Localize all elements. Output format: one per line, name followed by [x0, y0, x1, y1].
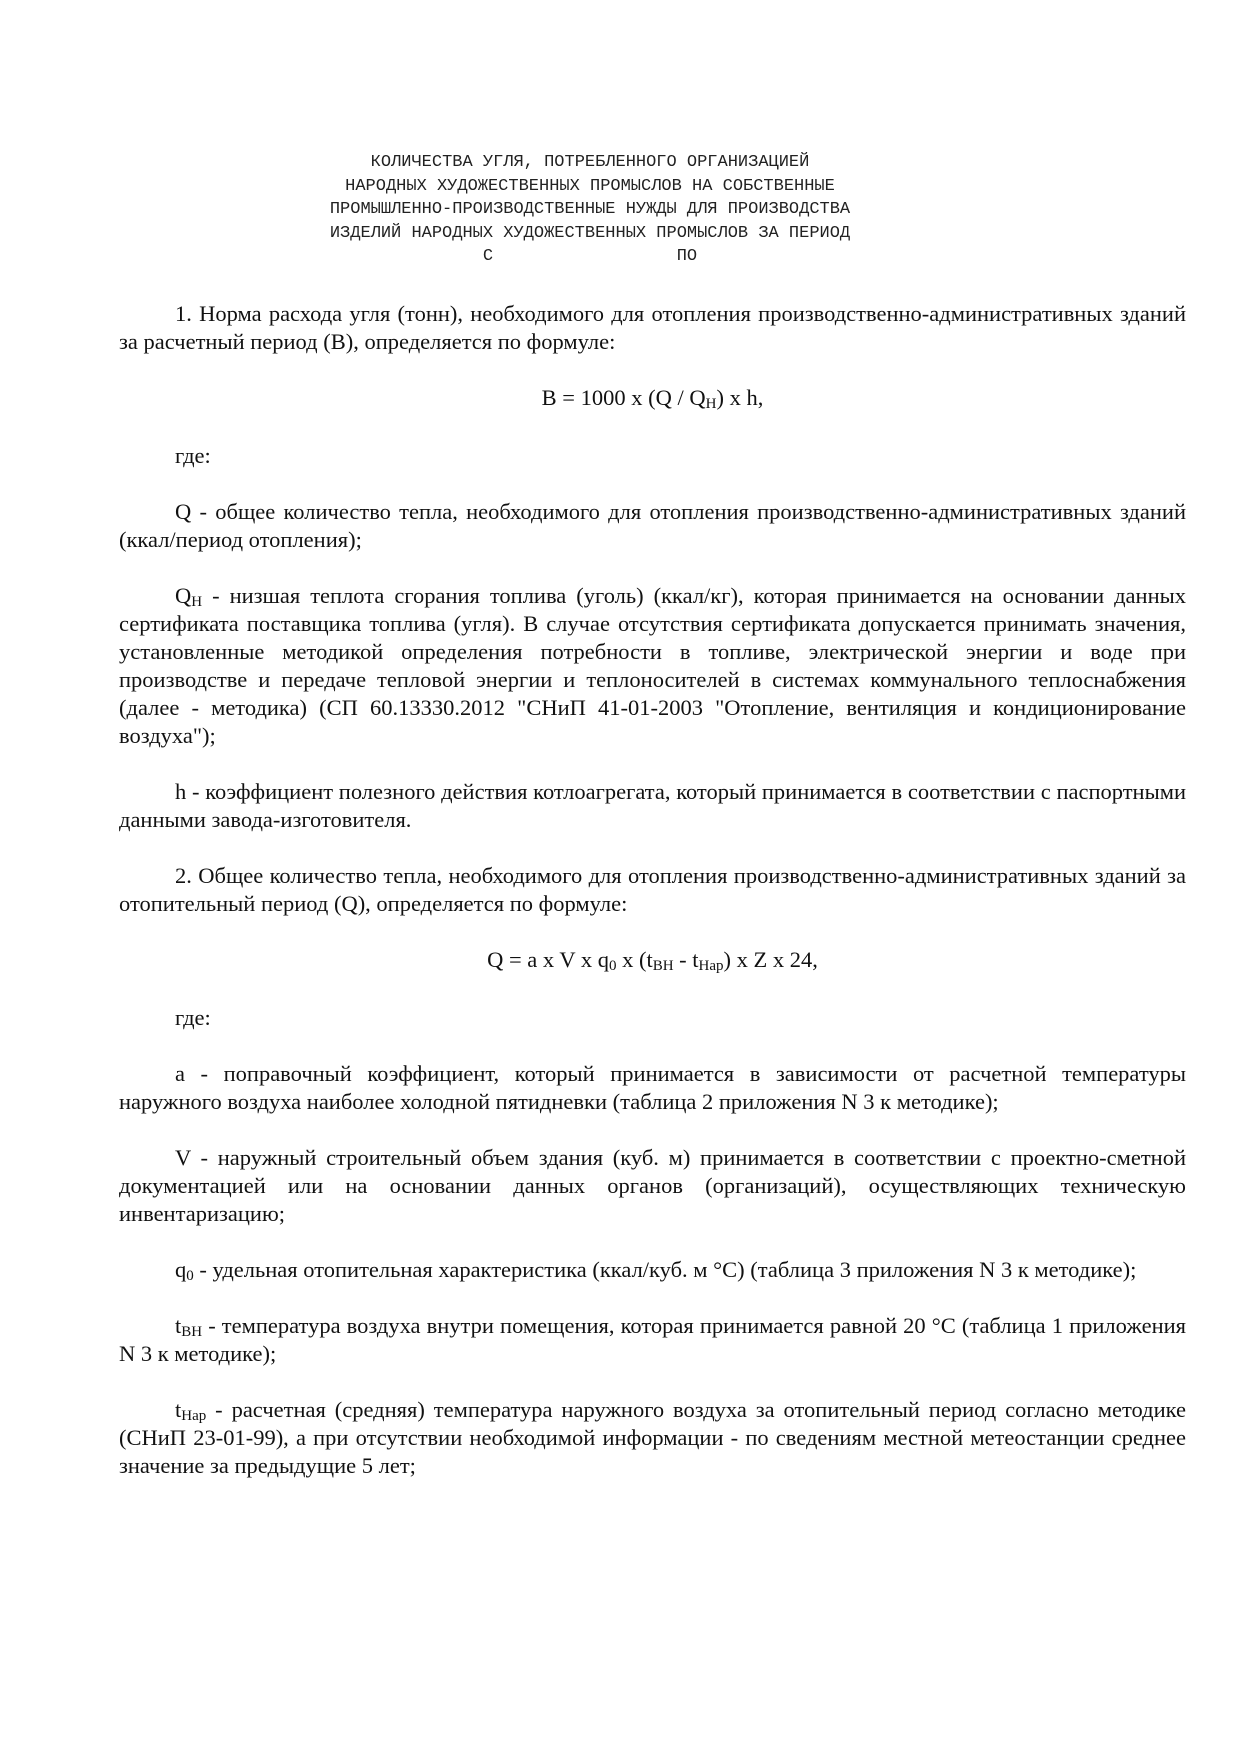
title-line: ИЗДЕЛИЙ НАРОДНЫХ ХУДОЖЕСТВЕННЫХ ПРОМЫСЛОВ ЗА ПЕРИОД [329, 223, 851, 243]
definition-t-inside: $t_{ВН}$ - температура воздуха внутри помещения, которая принимается равной 20 °C (таблица 1 приложения N 3 к методике); [119, 1313, 1186, 1366]
formula-b: B = 1000 x $(Q / Q_Н)$ x h, [541, 385, 764, 412]
document-body [119, 300, 1186, 1508]
definition-a: a - поправочный коэффициент, который принимается в зависимости от расчетной температуры наружного воздуха наиболее холодной пятидневки (таблица 2 приложения N 3 к методике); [119, 1061, 1186, 1114]
formula-q: Q = a x V x $q_0$ x $(t_{ВН} - t_{Нар})$ x Z x 24, [487, 947, 818, 974]
document-title [0, 151, 1180, 269]
paragraph-2: 2. Общее количество тепла, необходимого для отопления производственно-административных зданий за отопительный период (Q), определяется по формуле: [119, 863, 1186, 916]
where-label: где: [175, 1005, 211, 1030]
title-period-line: С ПО [482, 247, 698, 266]
where-label: где: [175, 443, 211, 468]
title-line: НАРОДНЫХ ХУДОЖЕСТВЕННЫХ ПРОМЫСЛОВ НА СОБСТВЕННЫЕ [345, 176, 835, 196]
definition-q: Q - общее количество тепла, необходимого для отопления производственно-административных зданий (ккал/период отопления); [119, 499, 1186, 552]
definition-v: V - наружный строительный объем здания (куб. м) принимается в соответствии с проектно-сметной документацией или на основании данных органов (организаций), осуществляющих техническую инвентаризацию; [119, 1145, 1186, 1226]
title-line: КОЛИЧЕСТВА УГЛЯ, ПОТРЕБЛЕННОГО ОРГАНИЗАЦИЕЙ [370, 153, 810, 172]
definition-qh: $Q_Н$ - низшая теплота сгорания топлива (уголь) (ккал/кг), которая принимается на основании данных сертификата поставщика топлива (угля). В случае отсутствия сертификата допускается принимать значения, установленные методикой определения потребности в топливе, электрической энергии и воде при производстве и передаче тепловой энергии и теплоносителей в системах коммунального теплоснабжения (далее - методика) (СП 60.13330.2012 "СНиП 41-01-2003 "Отопление, вентиляция и кондиционирование воздуха"); [119, 583, 1186, 748]
paragraph-1: 1. Норма расхода угля (тонн), необходимого для отопления производственно-административных зданий за расчетный период (В), определяется по формуле: [119, 301, 1186, 354]
title-line: ПРОМЫШЛЕННО-ПРОИЗВОДСТВЕННЫЕ НУЖДЫ ДЛЯ ПРОИЗВОДСТВА [329, 200, 851, 219]
definition-q0: $q_0$ - удельная отопительная характеристика (ккал/куб. м °C) (таблица 3 приложения N 3 к методике); [175, 1257, 1137, 1284]
definition-h: h - коэффициент полезного действия котлоагрегата, который принимается в соответствии с паспортными данными завода-изготовителя. [119, 779, 1186, 832]
definition-t-outside: $t_{Нар}$ - расчетная (средняя) температура наружного воздуха за отопительный период согласно методике (СНиП 23-01-99), а при отсутствии необходимой информации - по сведениям местной метеостанции среднее значение за предыдущие 5 лет; [119, 1397, 1186, 1478]
